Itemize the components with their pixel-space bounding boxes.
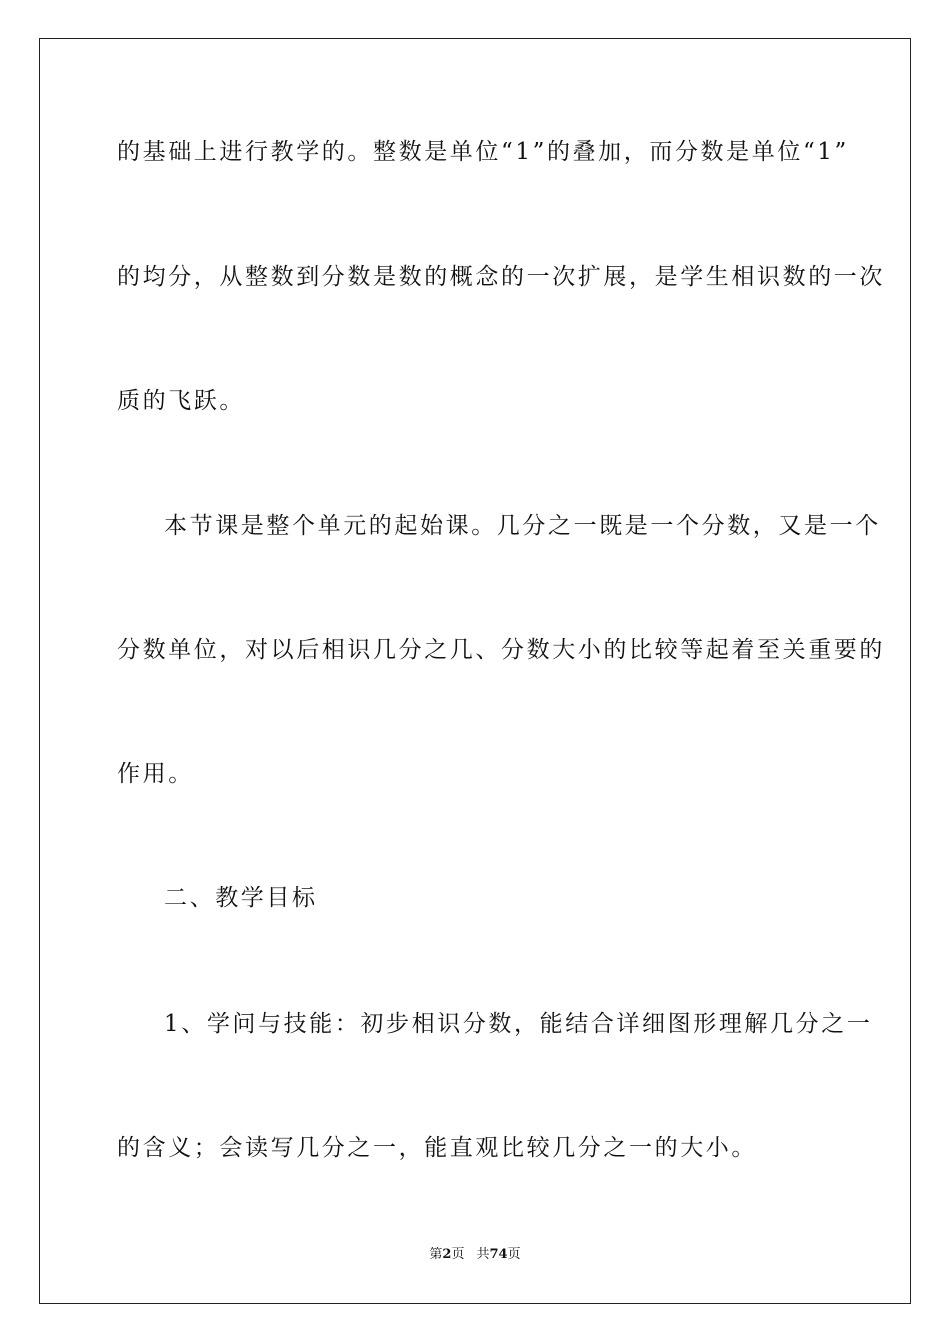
footer-page-number: 2 — [442, 1247, 452, 1262]
body-line-4: 本节课是整个单元的起始课。几分之一既是一个分数，又是一个 — [164, 513, 881, 539]
body-line-3: 质的飞跃。 — [117, 388, 245, 414]
body-line-2: 的均分，从整数到分数是数的概念的一次扩展，是学生相识数的一次 — [117, 264, 885, 290]
body-line-5: 分数单位，对以后相识几分之几、分数大小的比较等起着至关重要的 — [117, 637, 885, 663]
body-line-1: 的基础上进行教学的。整数是单位“1”的叠加，而分数是单位“1” — [117, 139, 849, 165]
body-line-7: 1、学问与技能：初步相识分数，能结合详细图形理解几分之一 — [164, 1011, 873, 1037]
body-line-6: 作用。 — [117, 761, 194, 787]
section-heading: 二、教学目标 — [164, 885, 318, 911]
page-border — [39, 38, 911, 1304]
footer-prefix: 第 — [429, 1247, 443, 1262]
footer-total-pages: 74 — [489, 1247, 508, 1262]
footer-page-suffix: 页 — [451, 1247, 465, 1262]
footer-total-suffix: 页 — [507, 1247, 521, 1262]
footer-total-prefix: 共 — [476, 1247, 490, 1262]
body-line-8: 的含义；会读写几分之一，能直观比较几分之一的大小。 — [117, 1135, 757, 1161]
page-footer — [0, 1247, 950, 1263]
